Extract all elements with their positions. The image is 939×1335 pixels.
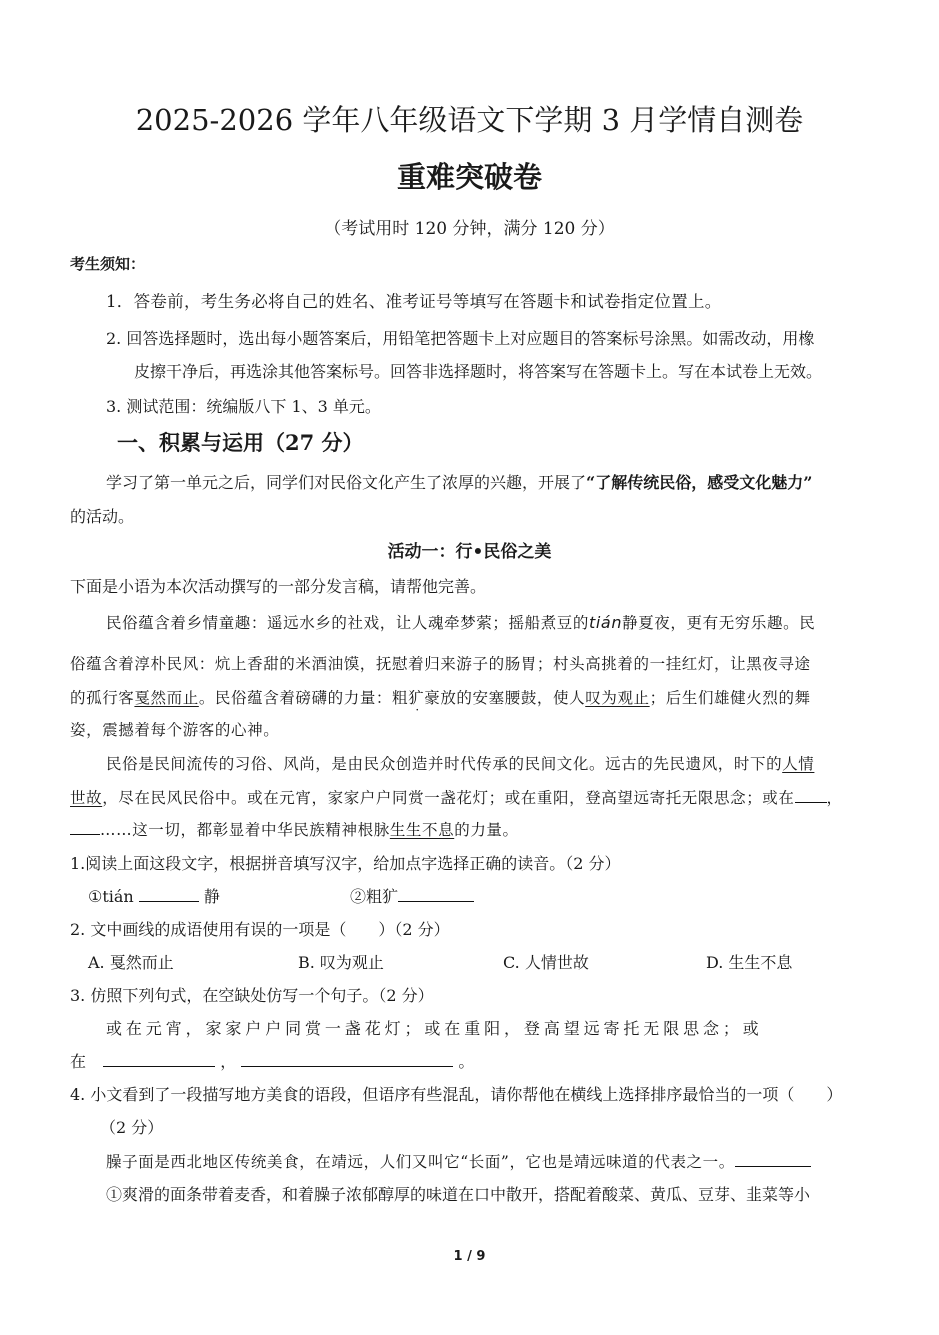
notice-item-2b: 皮擦干净后，再选涂其他答案标号。回答非选择题时，将答案写在答题卡上。写在本试卷上无效。 (134, 362, 823, 381)
intro-activity-name: “了解传统民俗，感受文化魅力” (586, 473, 813, 492)
activity-heading: 活动一：行•民俗之美 (387, 542, 552, 562)
passage-p2-line-2: 世故，尽在民风民俗中。或在元宵，家家户户同赏一盏花灯；或在重阳，登高望远寄托无限思念；或在 ， (70, 789, 843, 807)
exam-title: 2025-2026 学年八年级语文下学期 3 月学情自测卷 (135, 103, 804, 137)
idiom-underline-1: 戛然而止 (134, 689, 199, 707)
p1-l3-c: 豪放的安塞腰鼓，使人 (424, 689, 586, 707)
q1-item-b (350, 884, 474, 907)
passage-p2-line-3 (70, 818, 519, 840)
q4-score: （2 分） (100, 1118, 164, 1137)
q3-line-2 (70, 1049, 474, 1072)
q1-b-label: ②粗犷 (350, 887, 399, 906)
p2-l3-b: 的力量。 (454, 821, 519, 839)
q4-blank[interactable] (735, 1165, 811, 1167)
question-2: 2. 文中画线的成语使用有误的一项是（ ）（2 分） (70, 920, 450, 939)
q2-option-a[interactable]: A. 戛然而止 (88, 953, 174, 972)
notice-item-1: 1．答卷前，考生务必将自己的姓名、准考证号等填写在答题卡和试卷指定位置上。 (106, 292, 722, 311)
q3-l2-a: 在 (70, 1052, 87, 1071)
p1-text-a: 民俗蕴含着乡情童趣：遥远水乡的社戏，让人魂牵梦萦；摇船煮豆的 (106, 614, 590, 632)
q1-char: 静 (203, 887, 220, 906)
intro-text: 学习了第一单元之后，同学们对民俗文化产生了浓厚的兴趣，开展了 (106, 473, 587, 492)
q4-line-2: ①爽滑的面条带着麦香，和着臊子浓郁醇厚的味道在口中散开，搭配着酸菜、黄瓜、豆芽、韭菜等小 (106, 1185, 811, 1204)
q3-blank-2[interactable] (241, 1065, 453, 1067)
intro-line-1 (106, 470, 812, 493)
idiom-underline-4: 生生不息 (389, 821, 455, 839)
q1-blank-b[interactable] (398, 900, 474, 902)
passage-p1-line-4: 姿，震撼着每个游客的心神。 (70, 721, 280, 739)
q2-option-b[interactable]: B. 叹为观止 (298, 953, 384, 972)
q3-blank-1[interactable] (103, 1065, 215, 1067)
p1-l3-b: 。民俗蕴含着磅礴的力量：粗 (198, 689, 409, 707)
page-number: 1 / 9 (453, 1249, 486, 1264)
passage-p2-line-1 (106, 752, 814, 774)
intro-line-2: 的活动。 (70, 507, 135, 526)
notice-item-2a: 2. 回答选择题时，选出每小题答案后，用铅笔把答题卡上对应题目的答案标号涂黑。如需改动，用橡 (106, 329, 815, 348)
q4-line-1 (106, 1150, 811, 1172)
p2-l1-a: 民俗是民间流传的习俗、风尚，是由民众创造并时代传承的民间文化。远古的先民遗风，时下的 (106, 755, 783, 773)
q3-l2-b: ， (220, 1052, 237, 1071)
idiom-underline-2: 叹为观止 (585, 689, 650, 707)
question-1: 1.阅读上面这段文字，根据拼音填写汉字，给加点字选择正确的读音。（2 分） (70, 854, 621, 873)
notice-heading: 考生须知： (70, 255, 146, 273)
p1-l3-d: ；后生们雄健火烈的舞 (649, 689, 811, 707)
p1-l3-a: 的孤行客 (70, 689, 135, 707)
activity-lead: 下面是小语为本次活动撰写的一部分发言稿，请帮他完善。 (70, 577, 487, 596)
question-4: 4. 小文看到了一段描写地方美食的语段，但语序有些混乱，请你帮他在横线上选择排序最恰当的一项（ ） (70, 1085, 843, 1104)
passage-p1-line-3 (70, 686, 811, 708)
p2-l2-a: ，尽在民风民俗中。或在元宵，家家户户同赏一盏花灯；或在重阳，登高望远寄托无限思念；或在 (102, 789, 795, 807)
p1-pinyin: tián (589, 613, 623, 632)
q2-option-c[interactable]: C. 人情世故 (503, 953, 589, 972)
idiom-underline-3a: 人情 (782, 755, 815, 773)
q2-option-d[interactable]: D. 生生不息 (706, 953, 793, 972)
passage-p1-line-2: 俗蕴含着淳朴民风：炕上香甜的米酒油馍，抚慰着归来游子的肠胃；村头高挑着的一挂红灯，让黑夜寻途 (70, 655, 811, 673)
question-3: 3. 仿照下列句式，在空缺处仿写一个句子。（2 分） (70, 986, 434, 1005)
section-heading: 一、积累与运用（27 分） (117, 430, 364, 455)
q1-pinyin: ①tián (88, 887, 134, 906)
notice-item-3: 3. 测试范围：统编版八下 1、3 单元。 (106, 397, 381, 416)
q1-item-a (88, 884, 220, 907)
exam-time-note: （考试用时 120 分钟，满分 120 分） (324, 219, 615, 239)
q1-blank-a[interactable] (139, 900, 199, 902)
passage-p1-line-1 (106, 611, 815, 633)
p2-l3-a: ……这一切，都彰显着中华民族精神根脉 (100, 821, 390, 839)
q3-l2-c: 。 (458, 1052, 475, 1071)
blank-1[interactable] (795, 801, 827, 803)
p1-text-b: 静夏夜，更有无穷乐趣。民 (622, 614, 816, 632)
q4-l1-text: 臊子面是西北地区传统美食，在靖远，人们又叫它“长面”，它也是靖远味道的代表之一。 (106, 1153, 735, 1171)
q3-line-1: 或在元宵，家家户户同赏一盏花灯；或在重阳，登高望远寄托无限思念；或 (106, 1019, 763, 1038)
dotted-char: 犷 (408, 689, 425, 707)
exam-subtitle: 重难突破卷 (396, 160, 542, 194)
idiom-underline-3b: 世故 (70, 789, 103, 807)
blank-2[interactable] (70, 833, 100, 835)
